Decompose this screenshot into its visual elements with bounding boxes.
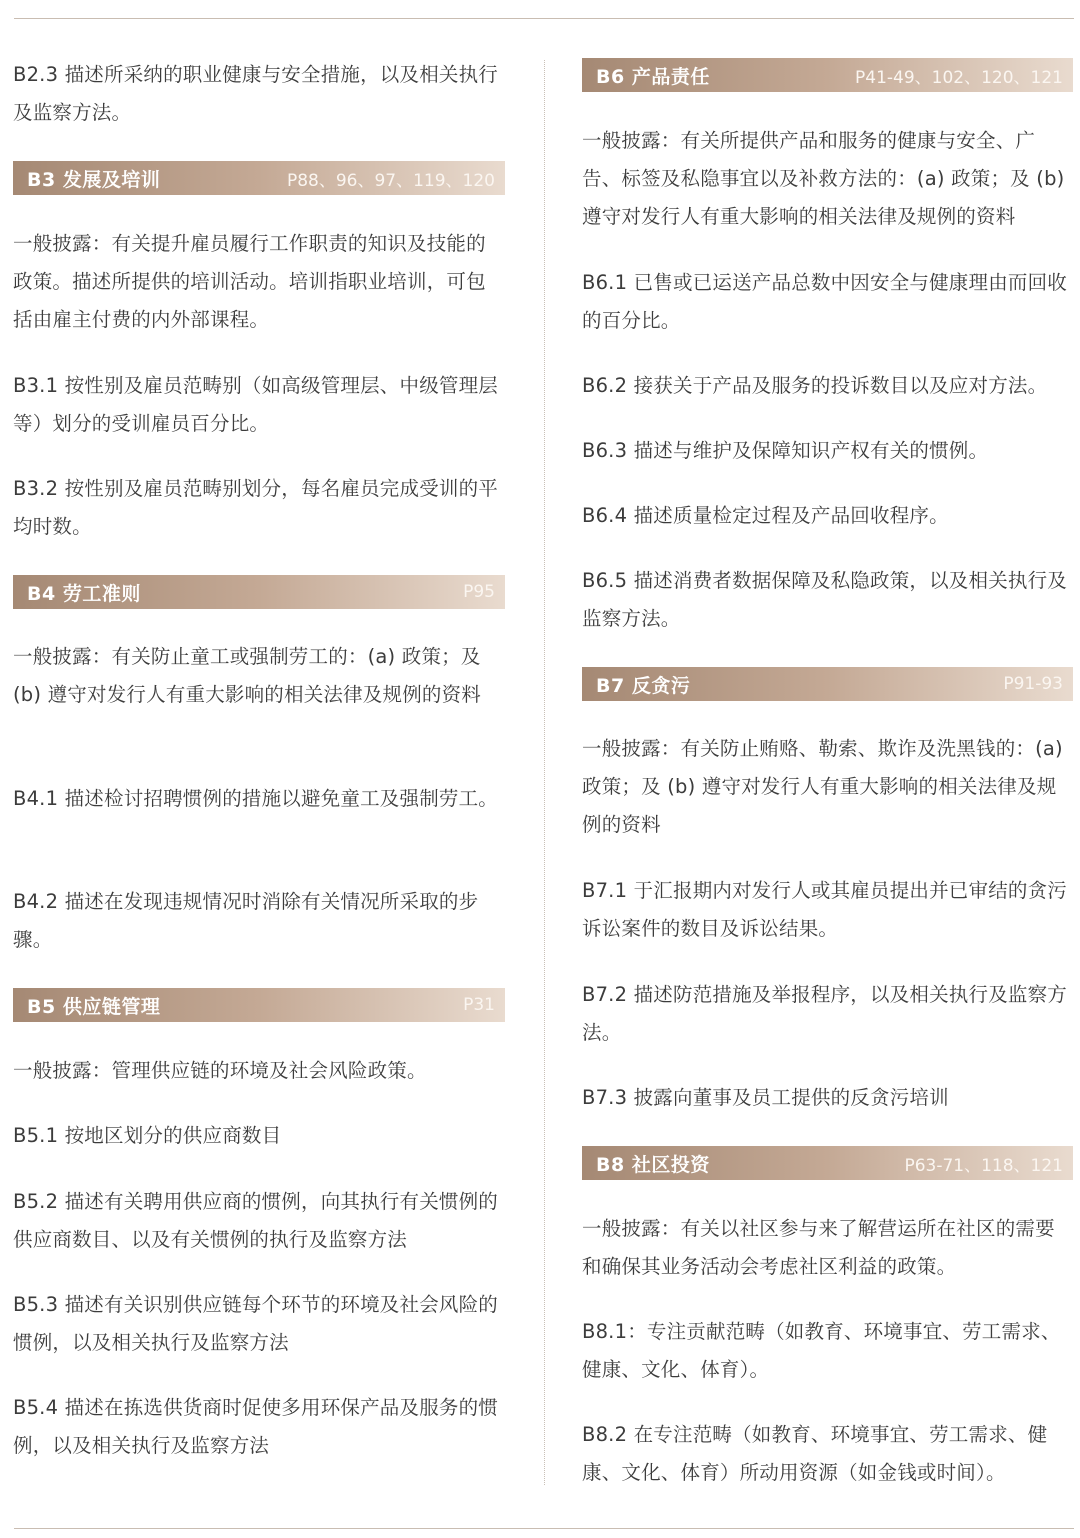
b6-general-text: 一般披露：有关所提供产品和服务的健康与安全、广告、标签及私隐事宜以及补救方法的：(a) 政策；及 (b) 遵守对发行人有重大影响的相关法律及规例的资料 — [582, 129, 1065, 228]
b7-general — [582, 730, 1073, 844]
b6-general — [582, 122, 1073, 236]
item-b6-4 — [582, 497, 1073, 535]
b5-2-text: B5.2 描述有关聘用供应商的惯例，向其执行有关惯例的供应商数目、以及有关惯例的执行及监察方法 — [13, 1190, 498, 1251]
top-rule — [14, 18, 1074, 19]
item-b5-2 — [13, 1183, 505, 1259]
b3-pages: P88、96、97、119、120 — [286, 170, 495, 191]
b5-general-text: 一般披露：管理供应链的环境及社会风险政策。 — [13, 1059, 427, 1082]
b7-1-text: B7.1 于汇报期内对发行人或其雇员提出并已审结的贪污诉讼案件的数目及诉讼结果。 — [582, 879, 1067, 940]
item-b6-5 — [582, 562, 1073, 638]
b8-title: B8 社区投资 — [596, 1153, 710, 1176]
b5-3-text: B5.3 描述有关识别供应链每个环节的环境及社会风险的惯例，以及相关执行及监察方法 — [13, 1293, 498, 1354]
item-b5-4 — [13, 1389, 505, 1465]
b6-1-text: B6.1 已售或已运送产品总数中因安全与健康理由而回收的百分比。 — [582, 271, 1067, 332]
b8-general — [582, 1210, 1073, 1286]
item-b7-2 — [582, 976, 1073, 1052]
b4-1-text: B4.1 描述检讨招聘惯例的措施以避免童工及强制劳工。 — [13, 787, 498, 810]
item-b7-3 — [582, 1079, 1073, 1117]
b4-general — [13, 638, 505, 714]
b7-pages: P91-93 — [1003, 674, 1063, 694]
item-b6-1 — [582, 264, 1073, 340]
item-b8-1 — [582, 1313, 1073, 1389]
bottom-rule — [14, 1528, 1074, 1529]
b6-title: B6 产品责任 — [596, 65, 710, 88]
item-b6-2 — [582, 367, 1073, 405]
b5-4-text: B5.4 描述在拣选供货商时促使多用环保产品及服务的惯例，以及相关执行及监察方法 — [13, 1396, 498, 1457]
item-b4-1 — [13, 780, 505, 818]
section-header-b7 — [582, 667, 1073, 701]
section-header-b3 — [13, 161, 505, 195]
b5-1-text: B5.1 按地区划分的供应商数目 — [13, 1124, 282, 1147]
b4-pages: P95 — [463, 582, 495, 602]
b6-2-text: B6.2 接获关于产品及服务的投诉数目以及应对方法。 — [582, 374, 1048, 397]
item-b5-3 — [13, 1286, 505, 1362]
item-b2-3 — [13, 56, 505, 132]
b5-general — [13, 1052, 505, 1090]
b3-general — [13, 225, 505, 339]
b6-3-text: B6.3 描述与维护及保障知识产权有关的惯例。 — [582, 439, 989, 462]
b4-2-text: B4.2 描述在发现违规情况时消除有关情况所采取的步骤。 — [13, 890, 479, 951]
b8-1-text: B8.1：专注贡献范畴（如教育、环境事宜、劳工需求、健康、文化、体育）。 — [582, 1320, 1061, 1381]
section-header-b5 — [13, 988, 505, 1022]
item-b3-2 — [13, 470, 505, 546]
column-divider — [544, 60, 545, 1485]
item-b4-2 — [13, 883, 505, 959]
b3-2-text: B3.2 按性别及雇员范畴别划分，每名雇员完成受训的平均时数。 — [13, 477, 498, 538]
b8-pages: P63-71、118、121 — [904, 1155, 1063, 1176]
b7-title: B7 反贪污 — [596, 674, 691, 697]
b8-general-text: 一般披露：有关以社区参与来了解营运所在社区的需要和确保其业务活动会考虑社区利益的政策。 — [582, 1217, 1055, 1278]
item-b7-1 — [582, 872, 1073, 948]
b7-2-text: B7.2 描述防范措施及举报程序，以及相关执行及监察方法。 — [582, 983, 1067, 1044]
section-header-b6 — [582, 58, 1073, 92]
b4-general-text: 一般披露：有关防止童工或强制劳工的：(a) 政策；及 (b) 遵守对发行人有重大影响的相关法律及规例的资料 — [13, 645, 481, 706]
b7-general-text: 一般披露：有关防止贿赂、勒索、欺诈及洗黑钱的：(a) 政策；及 (b) 遵守对发行人有重大影响的相关法律及规例的资料 — [582, 737, 1063, 836]
b6-pages: P41-49、102、120、121 — [855, 67, 1063, 88]
item-b5-1 — [13, 1117, 505, 1155]
b2-3-text: B2.3 描述所采纳的职业健康与安全措施，以及相关执行及监察方法。 — [13, 63, 498, 124]
b6-5-text: B6.5 描述消费者数据保障及私隐政策，以及相关执行及监察方法。 — [582, 569, 1067, 630]
b3-1-text: B3.1 按性别及雇员范畴别（如高级管理层、中级管理层等）划分的受训雇员百分比。 — [13, 374, 498, 435]
b3-title: B3 发展及培训 — [27, 168, 161, 191]
b5-pages: P31 — [463, 995, 495, 1015]
item-b3-1 — [13, 367, 505, 443]
item-b8-2 — [582, 1416, 1073, 1492]
b3-general-text: 一般披露：有关提升雇员履行工作职责的知识及技能的政策。描述所提供的培训活动。培训指职业培训，可包括由雇主付费的内外部课程。 — [13, 232, 486, 331]
b4-title: B4 劳工准则 — [27, 582, 141, 605]
section-header-b8 — [582, 1146, 1073, 1180]
b8-2-text: B8.2 在专注范畴（如教育、环境事宜、劳工需求、健康、文化、体育）所动用资源（如金钱或时间）。 — [582, 1423, 1048, 1484]
section-header-b4 — [13, 575, 505, 609]
b7-3-text: B7.3 披露向董事及员工提供的反贪污培训 — [582, 1086, 949, 1109]
item-b6-3 — [582, 432, 1073, 470]
b6-4-text: B6.4 描述质量检定过程及产品回收程序。 — [582, 504, 949, 527]
b5-title: B5 供应链管理 — [27, 995, 161, 1018]
